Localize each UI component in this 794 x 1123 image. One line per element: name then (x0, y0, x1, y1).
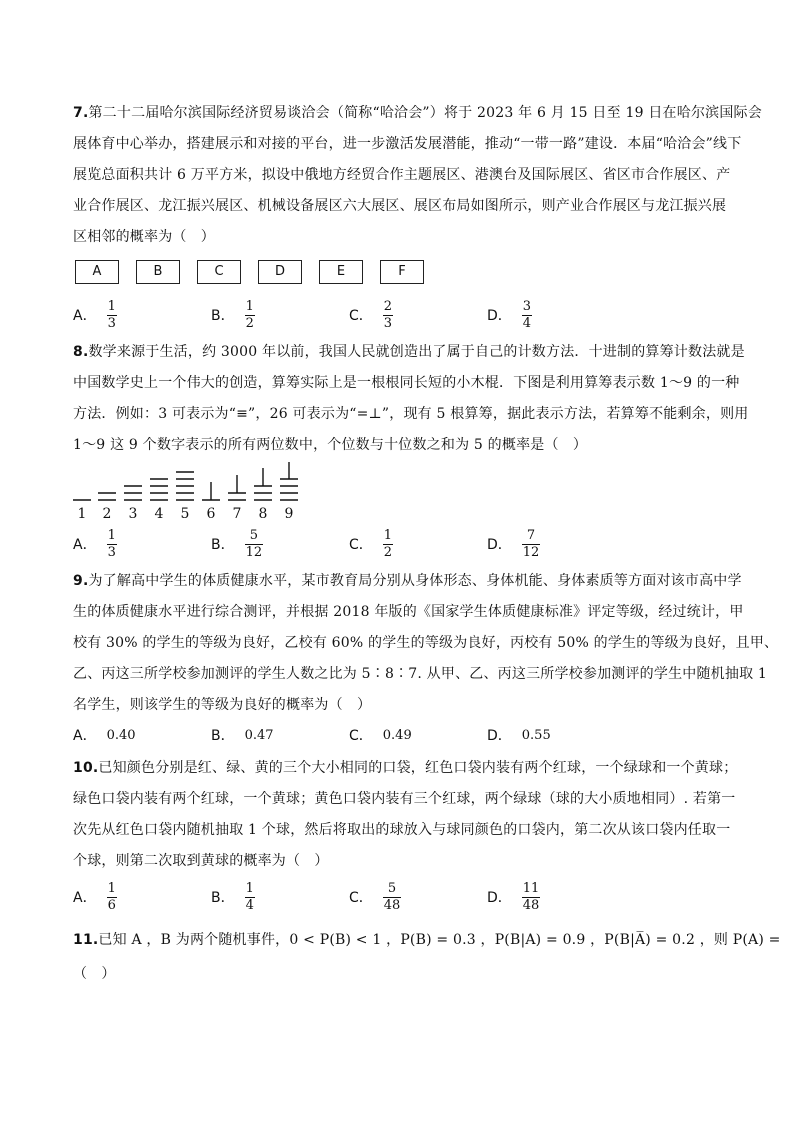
q9-options (73, 718, 733, 752)
q7-line-2: 展体育中心举办，搭建展示和对接的平台，进一步激活发展潜能，推动“一带一路”建设．本届“哈洽会”线下 (73, 136, 742, 152)
q10-options (73, 880, 733, 914)
q8-option-b[interactable]: B． $\frac{5}{12}$ (211, 527, 263, 560)
q8-line-4: 1～9 这 9 个数字表示的所有两位数中，个位数与十位数之和为 5 的概率是（ ） (73, 437, 588, 453)
q10-number: 10. (73, 760, 99, 776)
q10-option-d[interactable]: D． $\frac{11}{48}$ (487, 880, 540, 913)
q8-options (73, 527, 733, 561)
fraction: $\frac{1}{3}$ (107, 298, 116, 331)
rod-digit-1: 1 (77, 506, 87, 522)
rod-digit-9: 9 (284, 506, 294, 522)
rod-digit-6: 6 (206, 506, 216, 522)
q7-line-1: 7.第二十二届哈尔滨国际经济贸易谈洽会（简称“哈洽会”）将于 2023 年 6 月 15 日至 19 日在哈尔滨国际会 (73, 105, 762, 121)
fraction: $\frac{1}{2}$ (245, 298, 254, 331)
fraction: $\frac{5}{12}$ (245, 527, 263, 560)
q8-line-3: 方法．例如：3 可表示为“≡”，26 可表示为“=⊥”，现有 5 根算筹，据此表示方法，若算筹不能剩余，则用 (73, 406, 749, 422)
q7-option-a[interactable]: A． $\frac{1}{3}$ (73, 298, 116, 331)
fraction: $\frac{1}{6}$ (107, 880, 116, 913)
q9-option-b[interactable]: B． 0.47 (211, 727, 274, 744)
q10-line-1: 10.已知颜色分别是红、绿、黄的三个大小相同的口袋，红色口袋内装有两个红球，一个绿球和一个黄球； (73, 760, 738, 776)
q9-option-d[interactable]: D． 0.55 (487, 727, 551, 744)
counting-rods-drawing (73, 462, 313, 506)
q8-option-a[interactable]: A． $\frac{1}{3}$ (73, 527, 116, 560)
q9-option-a[interactable]: A． 0.40 (73, 727, 136, 744)
zone-box-c: C (197, 260, 241, 284)
q9-option-c[interactable]: C． 0.49 (349, 727, 412, 744)
q9-line-2: 生的体质健康水平进行综合测评，并根据 2018 年版的《国家学生体质健康标准》评定等级，经过统计，甲 (73, 604, 744, 620)
fraction: $\frac{1}{2}$ (383, 527, 393, 560)
rod-digit-4: 4 (154, 506, 164, 522)
q10-line-4: 个球，则第二次取到黄球的概率为（ ） (73, 853, 329, 869)
zone-box-a: A (75, 260, 119, 284)
zone-box-b: B (136, 260, 180, 284)
fraction: $\frac{1}{3}$ (107, 527, 116, 560)
q7-options (73, 298, 733, 332)
zone-box-f: F (380, 260, 424, 284)
q10-line-2: 绿色口袋内装有两个红球，一个黄球；黄色口袋内装有三个红球，两个绿球（球的大小质地相同）. 若第一 (73, 791, 736, 807)
q9-line-3: 校有 30% 的学生的等级为良好，乙校有 60% 的学生的等级为良好，丙校有 50% 的学生的等级为良好，且甲、 (73, 635, 779, 651)
fraction: $\frac{7}{12}$ (522, 527, 540, 560)
q8-number: 8. (73, 344, 89, 360)
q9-number: 9. (73, 573, 89, 589)
rod-digit-3: 3 (128, 506, 138, 522)
q7-line-3: 展览总面积共计 6 万平方米，拟设中俄地方经贸合作主题展区、港澳台及国际展区、省区市合作展区、产 (73, 167, 731, 183)
q9-line-1: 9.为了解高中学生的体质健康水平，某市教育局分别从身体形态、身体机能、身体素质等方面对该市高中学 (73, 573, 742, 589)
q9-line-4: 乙、丙这三所学校参加测评的学生人数之比为 5∶8∶7. 从甲、乙、丙这三所学校参加测评的学生中随机抽取 1 (73, 666, 768, 682)
fraction: $\frac{1}{4}$ (245, 880, 254, 913)
rod-digit-8: 8 (258, 506, 268, 522)
zone-box-e: E (319, 260, 363, 284)
zone-box-d: D (258, 260, 302, 284)
q8-line-1: 8.数学来源于生活，约 3000 年以前，我国人民就创造出了属于自己的计数方法．十进制的算筹计数法就是 (73, 344, 745, 360)
q8-option-d[interactable]: D． $\frac{7}{12}$ (487, 527, 540, 560)
q9-line-5: 名学生，则该学生的等级为良好的概率为（ ） (73, 697, 372, 713)
q11-number: 11. (73, 932, 99, 948)
rod-digit-2: 2 (102, 506, 112, 522)
q11-line-1: 11.已知 A ，B 为两个随机事件，0 < P(B) < 1 ，P(B) = 0.3 ，P(B|A) = 0.9 ，P(B|A̅) = 0.2 ，则 P(A) = (73, 932, 781, 948)
fraction: $\frac{3}{4}$ (522, 298, 532, 331)
q10-line-3: 次先从红色口袋内随机抽取 1 个球，然后将取出的球放入与球同颜色的口袋内，第二次从该口袋内任取一 (73, 822, 731, 838)
q10-option-b[interactable]: B． $\frac{1}{4}$ (211, 880, 254, 913)
q10-option-c[interactable]: C． $\frac{5}{48}$ (349, 880, 401, 913)
fraction: $\frac{11}{48}$ (522, 880, 540, 913)
q7-option-c[interactable]: C． $\frac{2}{3}$ (349, 298, 393, 331)
q7-number: 7. (73, 105, 89, 121)
q10-option-a[interactable]: A． $\frac{1}{6}$ (73, 880, 116, 913)
rod-digit-7: 7 (232, 506, 242, 522)
rod-digit-5: 5 (180, 506, 190, 522)
q7-option-b[interactable]: B． $\frac{1}{2}$ (211, 298, 254, 331)
q8-line-2: 中国数学史上一个伟大的创造，算筹实际上是一根根同长短的小木棍．下图是利用算筹表示数 1～9 的一种 (73, 375, 740, 391)
fraction: $\frac{2}{3}$ (383, 298, 393, 331)
q7-line-4: 业合作展区、龙江振兴展区、机械设备展区六大展区、展区布局如图所示，则产业合作展区与龙江振兴展 (73, 198, 727, 214)
q8-option-c[interactable]: C． $\frac{1}{2}$ (349, 527, 393, 560)
q7-line-5: 区相邻的概率为（ ） (73, 229, 215, 245)
counting-rods-figure (73, 462, 313, 524)
q7-option-d[interactable]: D． $\frac{3}{4}$ (487, 298, 532, 331)
q11-line-2: （ ） (73, 966, 116, 982)
fraction: $\frac{5}{48}$ (383, 880, 401, 913)
